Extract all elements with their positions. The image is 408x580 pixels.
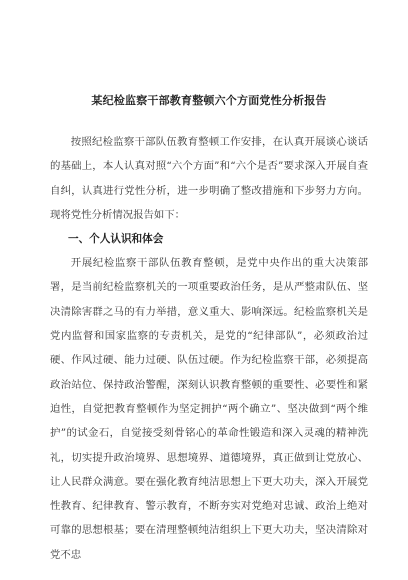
intro-paragraph: 按照纪检监察干部队伍教育整顿工作安排，在认真开展谈心谈话的基础上，本人认真对照“六个方面”和“六个是否”要求深入开展自查自纠，认真进行党性分析，进一步明确了整改措施和下步努力方向。现将党性分析情况报告如下：: [50, 136, 368, 221]
section-body-paragraph: 开展纪检监察干部队伍教育整顿，是党中央作出的重大决策部署，是当前纪检监察机关的一项重要政治任务，是从严整肃队伍、坚决清除害群之马的有力举措，意义重大、影响深远。纪检监察机关是党内监督和国家监察的专责机关，是党的“纪律部队”，必须政治过硬、作风过硬、能力过硬、队伍过硬。作为纪检监察干部，必须提高政治站位、保持政治警醒，深刻认识教育整顿的重要性、必要性和紧迫性，自觉把教育整顿作为坚定拥护“两个确立”、坚决做到“两个维护”的试金石，自觉接受刻骨铭心的革命性锻造和深入灵魂的精神洗礼，切实提升政治境界、思想境界、道德境界，真正做到让党放心、让人民群众满意。要在强化教育纯洁思想上下更大功夫，深入开展党性教育、纪律教育、警示教育，不断夯实对党绝对忠诚、政治上绝对可靠的思想根基；要在清理整顿纯洁组织上下更大功夫，坚决清除对党不忠: [50, 257, 368, 561]
document-title: 某纪检监察干部教育整顿六个方面党性分析报告: [91, 94, 327, 107]
section-heading: 一、个人认识和体会: [68, 233, 164, 246]
